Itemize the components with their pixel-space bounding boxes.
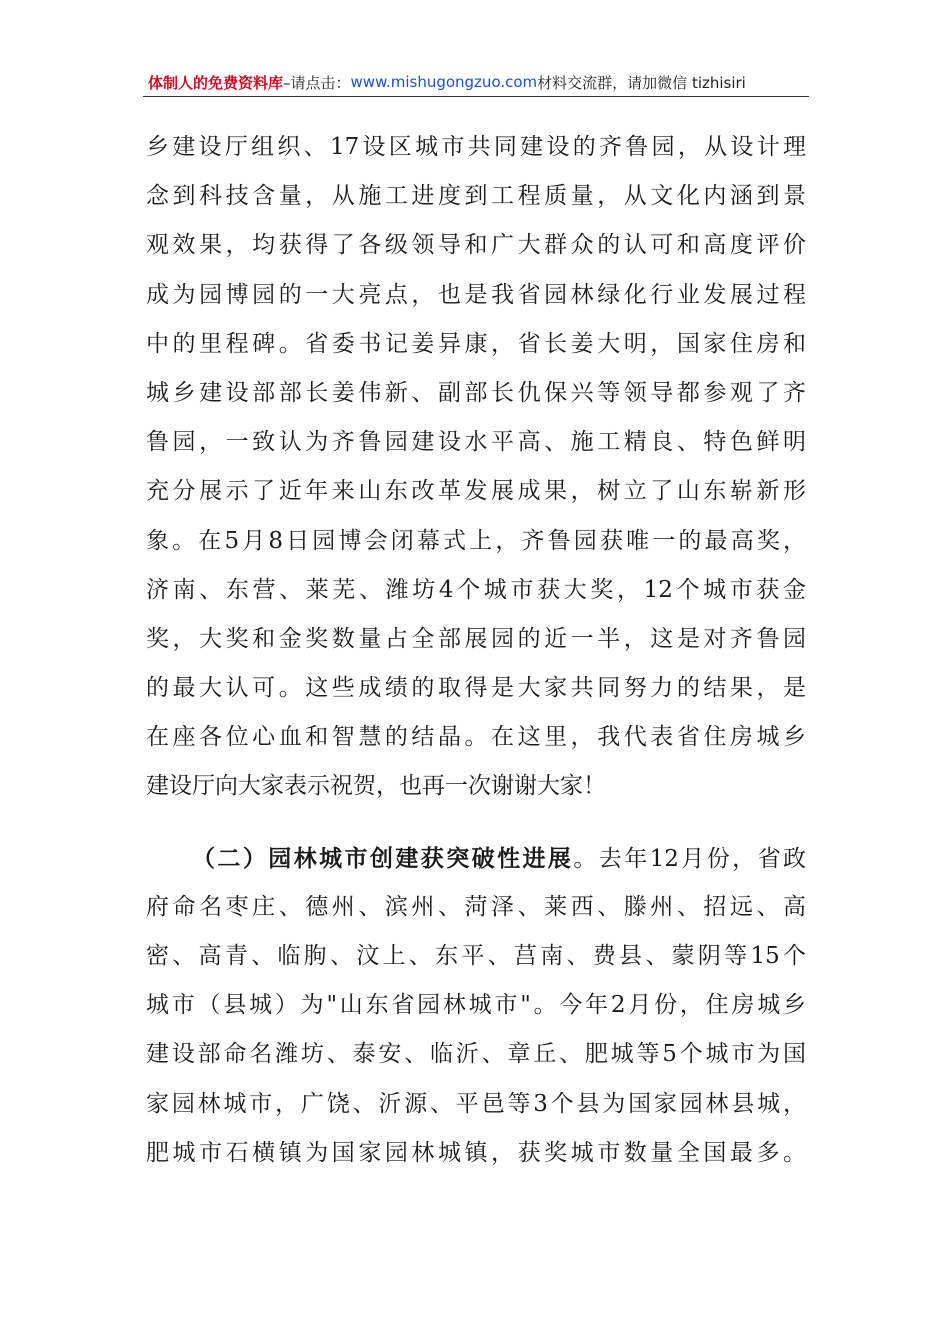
paragraph-1 [146, 123, 806, 812]
heading-line-rest: 。去年12月份，省政 [573, 845, 806, 872]
text-line: 城乡建设部部长姜伟新、副部长仇保兴等领导都参观了齐 [146, 379, 806, 406]
header-divider [143, 96, 809, 97]
text-line-with-heading [146, 834, 806, 883]
text-line: 建设厅向大家表示祝贺，也再一次谢谢大家！ [146, 773, 606, 800]
text-line: 济南、东营、莱芜、潍坊4个城市获大奖，12个城市获金 [146, 576, 806, 603]
header-website-link[interactable]: www.mishugongzuo.com [350, 73, 538, 91]
text-line: 成为园博园的一大亮点，也是我省园林绿化行业发展过程 [146, 281, 806, 308]
text-line: 乡建设厅组织、17设区城市共同建设的齐鲁园，从设计理 [146, 134, 806, 160]
header-suffix: 材料交流群，请加微信 tizhisiri [537, 73, 746, 92]
text-line: 在座各位心血和智慧的结晶。在这里，我代表省住房城乡 [146, 724, 806, 751]
text-line: 中的里程碑。省委书记姜异康，省长姜大明，国家住房和 [146, 330, 806, 357]
header-prompt: –请点击： [283, 73, 351, 92]
paragraph-spacer [146, 812, 806, 834]
text-line: 象。在5月8日园博会闭幕式上，齐鲁园获唯一的最高奖， [146, 527, 806, 554]
text-line: 观效果，均获得了各级领导和广大群众的认可和高度评价 [146, 232, 806, 259]
text-line: 府命名枣庄、德州、滨州、菏泽、莱西、滕州、招远、高 [146, 893, 806, 920]
paragraph-2 [146, 834, 806, 1178]
text-line: 建设部命名潍坊、泰安、临沂、章丘、肥城等5个城市为国 [146, 1041, 806, 1068]
page-header [148, 70, 808, 94]
header-brand: 体制人的免费资料库 [148, 73, 284, 92]
text-line: 鲁园，一致认为齐鲁园建设水平高、施工精良、特色鲜明 [146, 429, 806, 456]
text-line: 密、高青、临朐、汶上、东平、莒南、费县、蒙阴等15个 [146, 943, 806, 969]
text-line: 城市（县城）为"山东省园林城市"。今年2月份，住房城乡 [146, 992, 806, 1019]
text-line: 的最大认可。这些成绩的取得是大家共同努力的结果，是 [146, 675, 806, 702]
text-line: 念到科技含量，从施工进度到工程质量，从文化内涵到景 [146, 183, 806, 210]
text-line: 家园林城市，广饶、沂源、平邑等3个县为国家园林县城， [146, 1090, 806, 1117]
document-body [146, 123, 806, 1178]
section-heading: （二）园林城市创建获突破性进展 [192, 844, 574, 872]
text-line: 充分展示了近年来山东改革发展成果，树立了山东崭新形 [146, 478, 806, 505]
text-line: 奖，大奖和金奖数量占全部展园的近一半，这是对齐鲁园 [146, 625, 806, 652]
text-line: 肥城市石横镇为国家园林城镇，获奖城市数量全国最多。 [146, 1139, 806, 1166]
